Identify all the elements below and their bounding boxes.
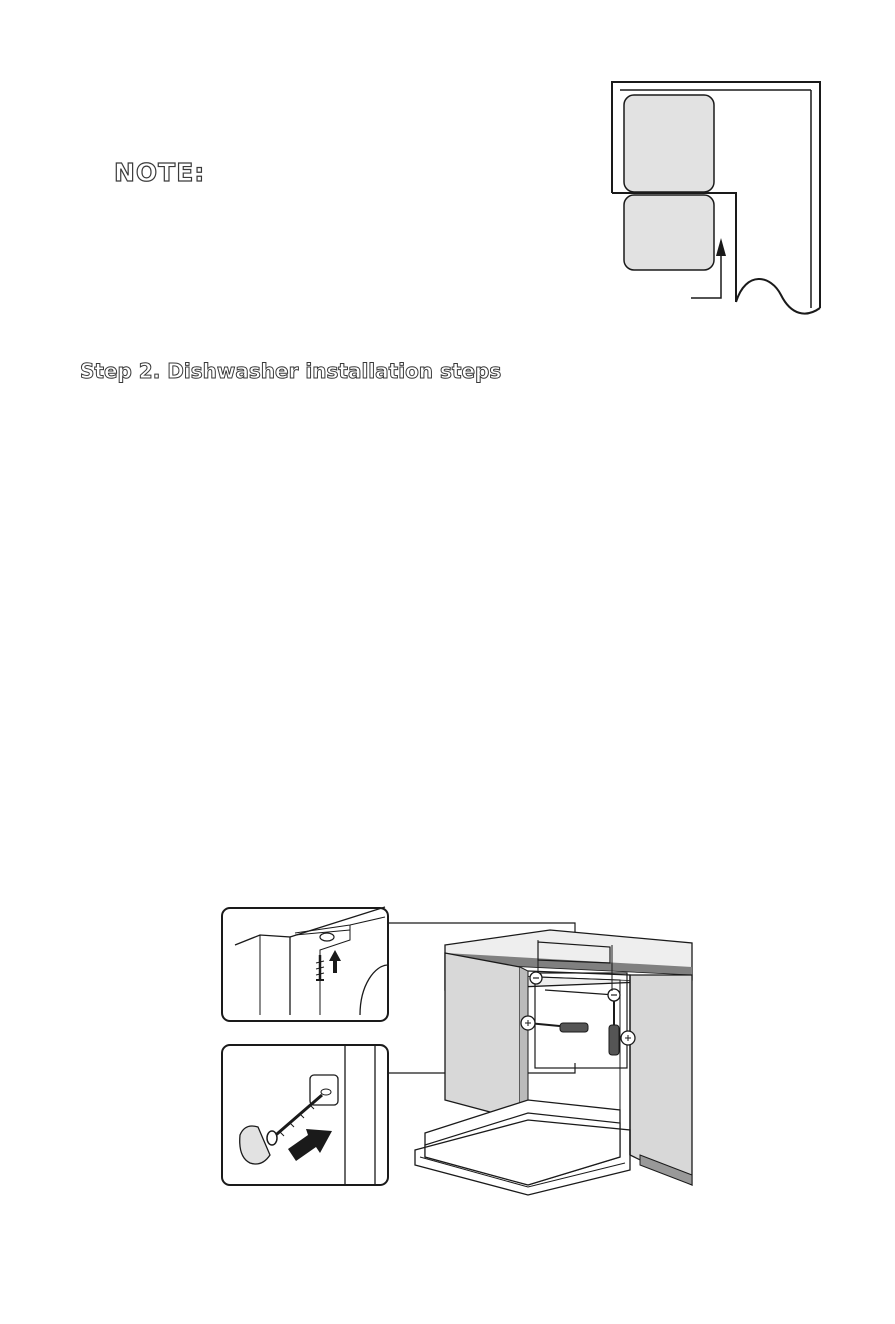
note-label: NOTE:	[114, 158, 206, 187]
inset-top-screw-icon	[222, 907, 388, 1021]
dishwasher-installation-diagram-icon	[210, 895, 710, 1200]
step-heading: Step 2. Dishwasher installation steps	[80, 359, 502, 383]
cabinet-clearance-diagram-icon	[596, 70, 836, 325]
inset-side-screw-icon	[222, 1045, 388, 1185]
